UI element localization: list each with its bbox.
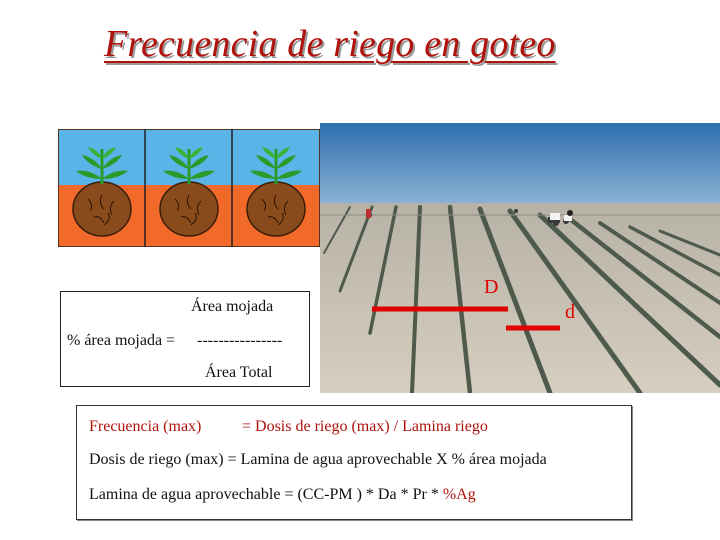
frequency-formula: = Dosis de riego (max) / Lamina riego — [242, 418, 488, 435]
formula-numerator: Área mojada — [191, 298, 274, 315]
formula-lhs: % área mojada = — [67, 332, 176, 349]
water-sheet-formula — [89, 486, 476, 504]
root-ball-icon — [247, 182, 305, 236]
field-photo — [320, 123, 720, 393]
root-ball-icon — [160, 182, 218, 236]
formula-fraction-line: ---------------- — [197, 332, 283, 349]
page-title: Frecuencia de riego en goteo — [104, 23, 556, 65]
root-ball-icon — [73, 182, 131, 236]
formula-denominator: Área Total — [205, 364, 273, 381]
wetted-area-formula-box — [60, 291, 310, 387]
water-sheet-formula-main: Lamina de agua aprovechable = (CC-PM ) * Da * Pr * — [89, 486, 443, 503]
wetted-area-diagram — [58, 129, 320, 247]
frequency-label: Frecuencia (max) — [89, 418, 202, 435]
label-D: D — [484, 276, 499, 298]
dose-formula: Dosis de riego (max) = Lamina de agua aprovechable X % área mojada — [89, 451, 547, 468]
water-sheet-formula-ag: %Ag — [442, 486, 476, 503]
label-d: d — [565, 301, 575, 323]
irrigation-formulas-box — [76, 405, 632, 520]
